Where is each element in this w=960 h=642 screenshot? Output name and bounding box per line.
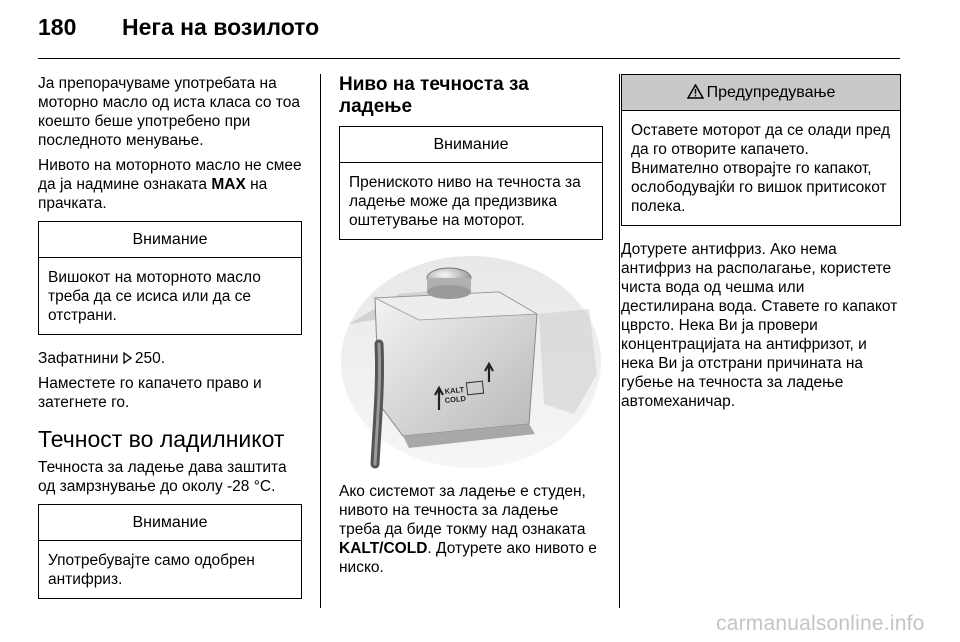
text: Зафатнини [38,350,123,367]
warning-title [622,75,900,111]
page-header [0,0,960,58]
notice-body: Употребувајте само одобрен антифриз. [48,552,255,588]
text: на прачката. [38,176,268,212]
notice-box [38,221,302,335]
column-2 [339,74,603,583]
max-mark: MAX [211,176,246,193]
column-divider [320,74,321,608]
kalt-label: KALT [444,385,465,396]
warning-triangle-icon [687,84,704,99]
page-reference[interactable]: 250. [134,350,166,367]
column-divider [619,74,620,608]
section-heading: Течност во ладилникот [38,426,285,452]
triangle-ref-icon [123,352,132,364]
watermark: carmanualsonline.info [716,612,925,635]
column-1 [38,74,302,613]
paragraph: Дотурете антифриз. Ако нема антифриз на располагање, користете чиста вода од чешма или дестилирана вода. Ставете го капакот цврсто. Нека Ви ја провери концентрацијата на антифризот, и нека Ви ја отстрани причината на губење на течноста за ладење автомеханичар. [621,241,898,410]
paragraph [38,349,302,368]
paragraph: Наместете го капачето право и затегнете го. [38,375,262,411]
notice-title: Внимание [39,222,301,258]
paragraph [38,156,302,213]
cold-label: COLD [444,393,467,405]
page-title: Нега на возилото [122,14,320,40]
notice-box [339,126,603,240]
paragraph: Ја препорачуваме употребата на моторно масло од иста класа со тоа коешто беше употребено при последното менување. [38,75,300,149]
warning-title-text: Предупредување [706,84,836,101]
text: . Дотурете ако нивото е ниско. [339,540,597,576]
column-3 [621,74,901,417]
header-rule [38,58,900,59]
warning-box [621,74,901,226]
coolant-reservoir-photo [339,254,603,470]
kalt-cold-mark: KALT/COLD [339,540,428,557]
subsection-heading: Ниво на течноста за ладење [339,74,529,117]
notice-body: Вишокот на моторното масло треба да се исиса или да се отстрани. [48,269,261,324]
notice-box [38,504,302,599]
page-number: 180 [38,14,77,40]
text: Ако системот за ладење е студен, нивото на течноста за ладење треба да биде токму над ознаката [339,483,586,538]
notice-body: Прениското ниво на течноста за ладење може да предизвика оштетување на моторот. [349,174,581,229]
paragraph: Течноста за ладење дава заштита од замрзнување до околу -28 °C. [38,459,287,495]
text: Нивото на моторното масло не смее да ја надмине ознаката [38,157,302,193]
notice-title: Внимание [340,127,602,163]
notice-title: Внимание [39,505,301,541]
paragraph [339,482,603,577]
warning-body: Оставете моторот да се олади пред да го отворите капачето. Внимателно отворајте го капакот, ослободувајќи го вишок притисокот полека. [631,122,891,215]
